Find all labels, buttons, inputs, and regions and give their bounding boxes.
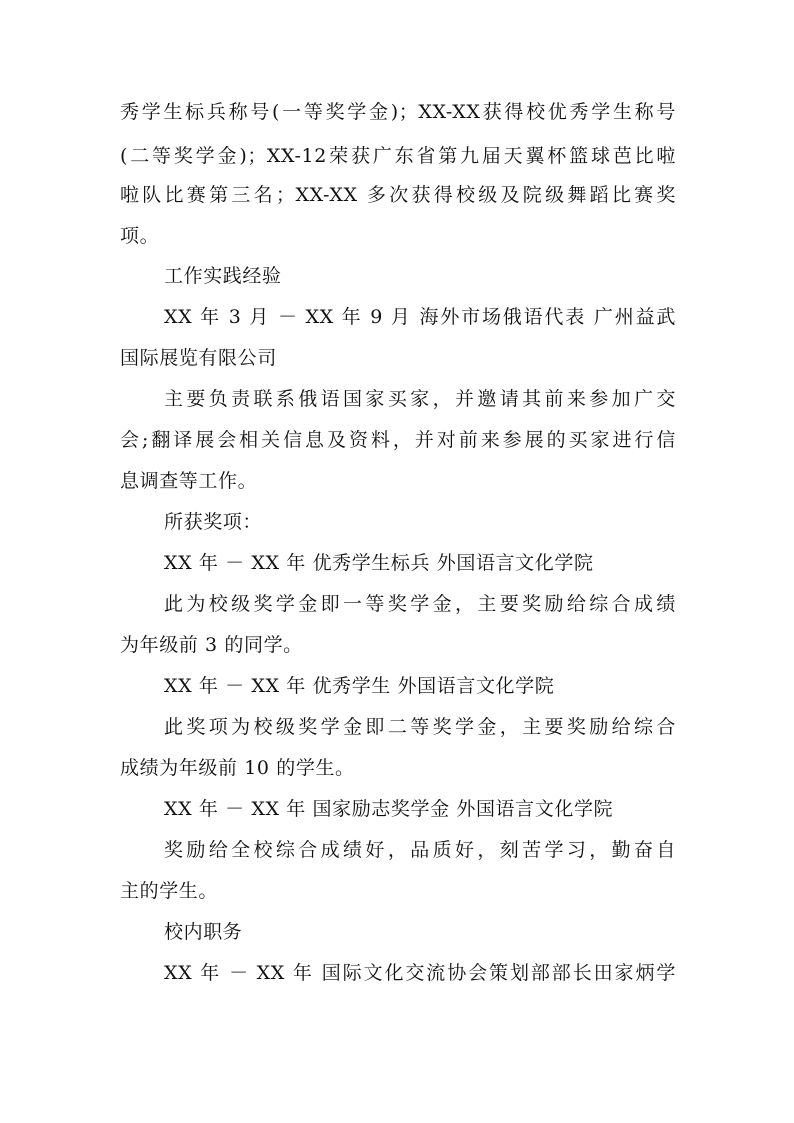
section-heading-work-experience: 工作实践经验 [164, 265, 282, 287]
text-line-16: 此奖项为校级奖学金即二等奖学金，主要奖励给综合 [164, 716, 676, 738]
text-line-17: 成绩为年级前 10 的学生。 [120, 757, 355, 779]
text-line-3: 啦队比赛第三名；XX-XX 多次获得校级及院级舞蹈比赛奖 [120, 184, 676, 206]
text-line-9: 会;翻译展会相关信息及资料，并对前来参展的买家进行信 [120, 429, 676, 451]
text-line-15: XX 年 － XX 年 优秀学生 外国语言文化学院 [164, 675, 555, 697]
text-line-14: 为年级前 3 的同学。 [120, 634, 303, 656]
section-heading-campus-positions: 校内职务 [164, 921, 243, 943]
text-line-19: 奖励给全校综合成绩好，品质好，刻苦学习，勤奋自 [164, 839, 676, 861]
text-line-8: 主要负责联系俄语国家买家，并邀请其前来参加广交 [164, 388, 676, 410]
text-line-2: (二等奖学金)；XX-12荣获广东省第九届天翼杯篮球芭比啦 [120, 145, 676, 167]
text-line-13: 此为校级奖学金即一等奖学金，主要奖励给综合成绩 [164, 593, 676, 615]
text-line-4: 项。 [120, 225, 160, 247]
text-line-1: 秀学生标兵称号(一等奖学金)；XX-XX获得校优秀学生称号 [120, 101, 676, 123]
section-heading-awards: 所获奖项： [164, 511, 263, 533]
text-line-10: 息调查等工作。 [120, 470, 258, 492]
text-line-20: 主的学生。 [120, 880, 219, 902]
text-line-7: 国际展览有限公司 [120, 347, 277, 369]
text-line-12: XX 年 － XX 年 优秀学生标兵 外国语言文化学院 [164, 552, 594, 574]
text-line-6: XX 年 3 月 － XX 年 9 月 海外市场俄语代表 广州益武 [164, 306, 676, 328]
text-line-18: XX 年 － XX 年 国家励志奖学金 外国语言文化学院 [164, 798, 614, 820]
text-line-22: XX 年 － XX 年 国际文化交流协会策划部部长田家炳学 [164, 962, 676, 984]
